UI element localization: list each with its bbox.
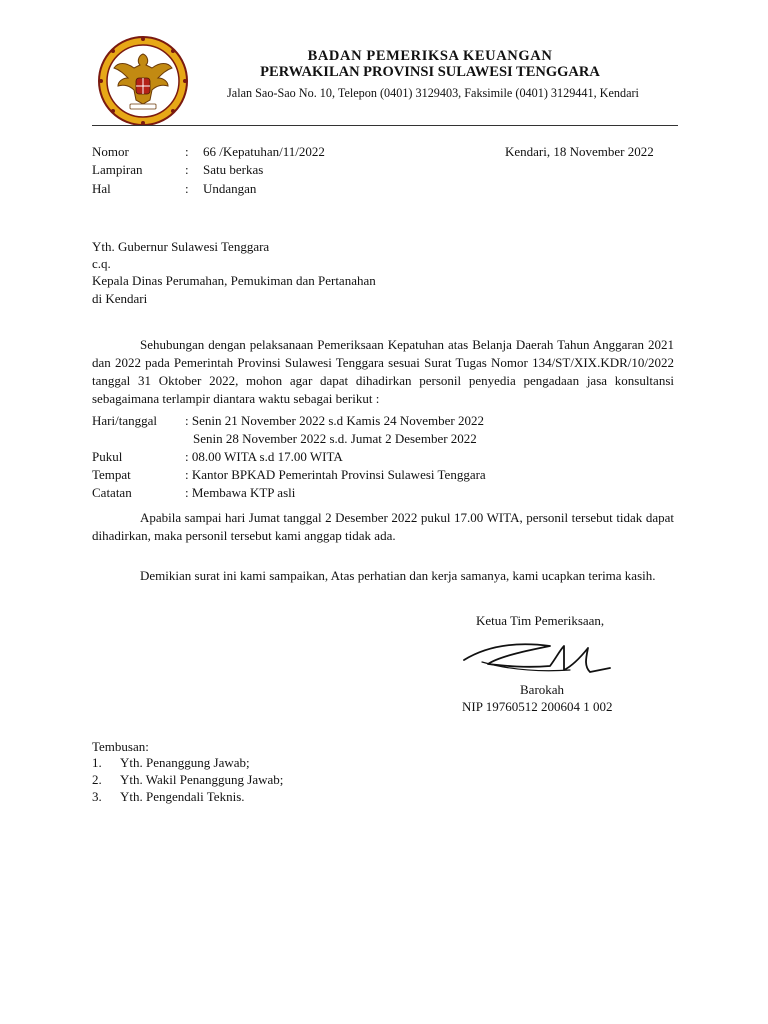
tempat-label: Tempat [92, 467, 131, 482]
tembusan-num: 1. [92, 755, 102, 770]
recipient-line-2: c.q. [92, 256, 111, 271]
hari-value-1: : Senin 21 November 2022 s.d Kamis 24 November 2022 [185, 413, 484, 428]
tembusan-item: Yth. Pengendali Teknis. [120, 789, 245, 804]
tempat-value: : Kantor BPKAD Pemerintah Provinsi Sulawesi Tenggara [185, 467, 486, 482]
hari-label: Hari/tanggal [92, 413, 157, 428]
tembusan-num: 3. [92, 789, 102, 804]
recipient-line-4: di Kendari [92, 291, 148, 306]
body-paragraph-1: Sehubungan dengan pelaksanaan Pemeriksaan Kepatuhan atas Belanja Daerah Tahun Anggaran 2021 dan 2022 pada Pemerintah Provinsi Sulawesi Tenggara sesuai Surat Tugas Nomor 134/ST/XIX.KDR/10/2022 tanggal 31 Oktober 2022, mohon agar dapat dihadirkan personil penyedia pengadaan jasa konsultansi sebagaimana terlampir diantara waktu sebagai berikut : [92, 337, 674, 406]
recipient-line-3: Kepala Dinas Perumahan, Pemukiman dan Pertanahan [92, 273, 376, 288]
pukul-label: Pukul [92, 449, 123, 464]
signatory-nip: NIP 19760512 200604 1 002 [462, 699, 613, 714]
hal-value: Undangan [203, 181, 257, 196]
tembusan-heading: Tembusan: [92, 739, 149, 754]
lampiran-value: Satu berkas [203, 162, 264, 177]
pukul-value: : 08.00 WITA s.d 17.00 WITA [185, 449, 343, 464]
hal-label: Hal [92, 181, 111, 196]
org-address: Jalan Sao-Sao No. 10, Telepon (0401) 3129403, Faksimile (0401) 3129441, Kendari [227, 86, 639, 100]
nomor-value: 66 /Kepatuhan/11/2022 [203, 144, 325, 159]
catatan-label: Catatan [92, 485, 132, 500]
hal-colon: : [185, 181, 189, 196]
nomor-colon: : [185, 144, 189, 159]
header-divider [92, 125, 678, 126]
letter-date: Kendari, 18 November 2022 [505, 144, 654, 159]
hari-value-2: Senin 28 November 2022 s.d. Jumat 2 Desember 2022 [193, 431, 477, 446]
handwritten-signature [460, 636, 620, 680]
lampiran-colon: : [185, 162, 189, 177]
nomor-label: Nomor [92, 144, 129, 159]
signatory-name: Barokah [520, 682, 565, 697]
lampiran-label: Lampiran [92, 162, 143, 177]
org-branch: PERWAKILAN PROVINSI SULAWESI TENGGARA [260, 64, 600, 80]
tembusan-item: Yth. Penanggung Jawab; [120, 755, 250, 770]
garuda-emblem-icon [96, 34, 190, 128]
tembusan-num: 2. [92, 772, 102, 787]
tembusan-item: Yth. Wakil Penanggung Jawab; [120, 772, 284, 787]
signatory-title: Ketua Tim Pemeriksaan, [476, 613, 605, 628]
recipient-line-1: Yth. Gubernur Sulawesi Tenggara [92, 239, 270, 254]
body-paragraph-2: Apabila sampai hari Jumat tanggal 2 Desember 2022 pukul 17.00 WITA, personil tersebut tidak dapat dihadirkan, maka personil tersebut kami anggap tidak ada. [92, 510, 674, 543]
catatan-value: : Membawa KTP asli [185, 485, 296, 500]
body-paragraph-3: Demikian surat ini kami sampaikan, Atas perhatian dan kerja samanya, kami ucapkan terima kasih. [140, 568, 656, 583]
org-name: BADAN PEMERIKSA KEUANGAN [307, 48, 553, 64]
